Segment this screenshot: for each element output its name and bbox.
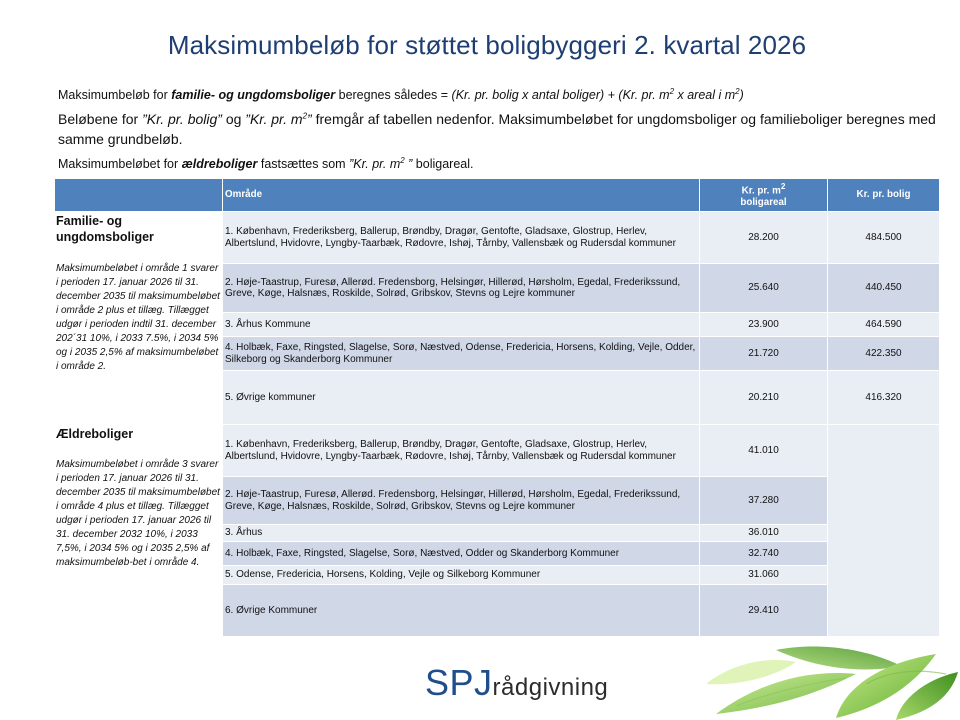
kr-per-m2-cell: 41.010 xyxy=(700,425,828,477)
table-row xyxy=(55,212,940,264)
family-group-cell xyxy=(55,212,223,425)
kr-per-m2-cell: 23.900 xyxy=(700,313,828,337)
formula-superscript-1: 2 xyxy=(669,86,675,96)
formula-superscript-2: 2 xyxy=(735,86,740,96)
formula-expression-part-1: (Kr. pr. bolig x antal boliger) + (Kr. pr. m xyxy=(451,88,670,102)
kr-per-dwelling-cell: 422.350 xyxy=(828,337,940,371)
table-header-row xyxy=(55,179,940,212)
header-group xyxy=(55,179,223,212)
area-cell: 6. Øvrige Kommuner xyxy=(223,585,700,637)
elderly-term-per-m2 xyxy=(349,157,412,171)
area-cell: 5. Odense, Fredericia, Horsens, Kolding, Vejle og Silkeborg Kommuner xyxy=(223,566,700,585)
intro-text xyxy=(58,85,938,174)
header-kr-per-m2-unit: boligareal xyxy=(740,196,787,208)
amounts-table xyxy=(54,178,940,637)
amounts-text-1: Beløbene for xyxy=(58,111,143,127)
kr-per-dwelling-cell: 464.590 xyxy=(828,313,940,337)
family-group-note: Maksimumbeløbet i område 1 svarer i perioden 17. januar 2026 til 31. december 2035 til maksimumbeløbet i område 2 plus et tillæg. Tillægget udgør i perioden indtil 31. december 202´31 10%, i 2033 7.5%, i 2034 5% og i 2035 2,5% af maksimumbeløbet i område 2. xyxy=(56,262,220,372)
header-kr-per-dwelling: Kr. pr. bolig xyxy=(828,179,940,212)
area-cell: 2. Høje-Taastrup, Furesø, Allerød. Fredensborg, Helsingør, Hillerød, Hørsholm, Egedal, Frederikssund, Greve, Køge, Halsnæs, Roskilde, Solrød, Gribskov, Stevns og Lejre kommuner xyxy=(223,477,700,525)
slide-title: Maksimumbeløb for støttet boligbyggeri 2. kvartal 2026 xyxy=(167,30,807,60)
amounts-text-3: fremgår af tabellen nedenfor. Maksimumbeløbet for ungdomsboliger og familieboliger beregnes med samme grundbeløb. xyxy=(58,111,936,147)
kr-per-m2-cell: 31.060 xyxy=(700,566,828,585)
area-cell: 3. Århus xyxy=(223,525,700,542)
area-cell: 3. Århus Kommune xyxy=(223,313,700,337)
kr-per-dwelling-empty-cell xyxy=(828,425,940,637)
amounts-term-superscript: 2 xyxy=(302,111,308,121)
amounts-term-per-m2-text: ”Kr. pr. m xyxy=(245,111,303,127)
elderly-group-note: Maksimumbeløbet i område 3 svarer i perioden 17. januar 2026 til 31. december 2035 til maksimumbeløbet i område 4 plus et tillæg. Tillægget udgør i perioden 17. januar 2026 til 31. december 2032 10%, i 2033 7,5%, i 2034 5% og i 2035 2,5% af maksimumbeløb-bet i område 4. xyxy=(56,459,220,569)
area-cell: 4. Holbæk, Faxe, Ringsted, Slagelse, Sorø, Næstved, Odense, Fredericia, Horsens, Kolding, Vejle, Odder, Silkeborg og Skanderborg Kommuner xyxy=(223,337,700,371)
kr-per-m2-cell: 28.200 xyxy=(700,212,828,264)
formula-text-2: beregnes således = xyxy=(335,88,452,102)
elderly-term: ældreboliger xyxy=(181,157,258,171)
header-kr-per-m2-superscript: 2 xyxy=(780,182,786,192)
amounts-term-per-dwelling: ”Kr. pr. bolig” xyxy=(142,111,222,127)
area-cell: 4. Holbæk, Faxe, Ringsted, Slagelse, Sorø, Næstved, Odder og Skanderborg Kommuner xyxy=(223,542,700,566)
elderly-group-cell xyxy=(55,425,223,637)
leaf-shape xyxy=(776,647,901,670)
amounts-term-close-quote: ” xyxy=(307,111,312,127)
kr-per-m2-cell: 37.280 xyxy=(700,477,828,525)
elderly-group-title: Ældreboliger xyxy=(56,427,134,441)
kr-per-m2-cell: 32.740 xyxy=(700,542,828,566)
elderly-text-3: boligareal. xyxy=(412,157,474,171)
leaf-shape xyxy=(706,660,796,684)
logo-spj-text: SPJ xyxy=(425,662,493,703)
kr-per-dwelling-cell: 484.500 xyxy=(828,212,940,264)
elderly-text-1: Maksimumbeløbet for xyxy=(58,157,182,171)
formula-paragraph xyxy=(58,85,938,105)
kr-per-m2-cell: 20.210 xyxy=(700,371,828,425)
area-cell: 1. København, Frederiksberg, Ballerup, Brøndby, Dragør, Gentofte, Gladsaxe, Glostrup, Herlev, Albertslund, Hvidovre, Lyngby-Taarbæk, Rødovre, Ishøj, Tårnby, Vallensbæk og Rudersdal kommuner xyxy=(223,212,700,264)
kr-per-m2-cell: 36.010 xyxy=(700,525,828,542)
elderly-text-2: fastsættes som xyxy=(257,157,350,171)
kr-per-m2-cell: 25.640 xyxy=(700,264,828,313)
header-kr-per-m2 xyxy=(700,179,828,212)
header-area: Område xyxy=(223,179,700,212)
elderly-term-close-quote: ” xyxy=(404,157,413,171)
header-kr-per-m2-text: Kr. pr. m xyxy=(741,185,781,197)
kr-per-dwelling-cell: 440.450 xyxy=(828,264,940,313)
amounts-term-per-m2 xyxy=(245,111,311,127)
amounts-text-2: og xyxy=(221,111,246,127)
kr-per-dwelling-cell: 416.320 xyxy=(828,371,940,425)
amounts-paragraph xyxy=(58,109,938,149)
area-cell: 5. Øvrige kommuner xyxy=(223,371,700,425)
formula-expression-part-2: x areal i m xyxy=(674,88,736,102)
family-group-title: Familie- og ungdomsboliger xyxy=(56,214,154,245)
kr-per-m2-cell: 21.720 xyxy=(700,337,828,371)
formula-text-1: Maksimumbeløb for xyxy=(58,88,172,102)
formula-expression-part-3: ) xyxy=(739,88,744,102)
area-cell: 1. København, Frederiksberg, Ballerup, Brøndby, Dragør, Gentofte, Gladsaxe, Glostrup, Herlev, Albertslund, Hvidovre, Lyngby-Taarbæk, Rødovre, Ishøj, Tårnby, Vallensbæk og Rudersdal kommuner xyxy=(223,425,700,477)
logo-radgivning-text: rådgivning xyxy=(492,674,609,701)
leaves-decoration xyxy=(696,644,960,720)
spj-logo xyxy=(425,662,608,706)
formula-expression xyxy=(452,88,744,102)
formula-family-term: familie- og ungdomsboliger xyxy=(171,88,336,102)
area-cell: 2. Høje-Taastrup, Furesø, Allerød. Fredensborg, Helsingør, Hillerød, Hørsholm, Egedal, Frederikssund, Greve, Køge, Halsnæs, Roskilde, Solrød, Gribskov, Stevns og Lejre kommuner xyxy=(223,264,700,313)
table-row xyxy=(55,425,940,477)
elderly-term-per-m2-text: ”Kr. pr. m xyxy=(349,157,401,171)
elderly-paragraph xyxy=(58,154,938,174)
elderly-term-superscript: 2 xyxy=(400,155,405,165)
kr-per-m2-cell: 29.410 xyxy=(700,585,828,637)
